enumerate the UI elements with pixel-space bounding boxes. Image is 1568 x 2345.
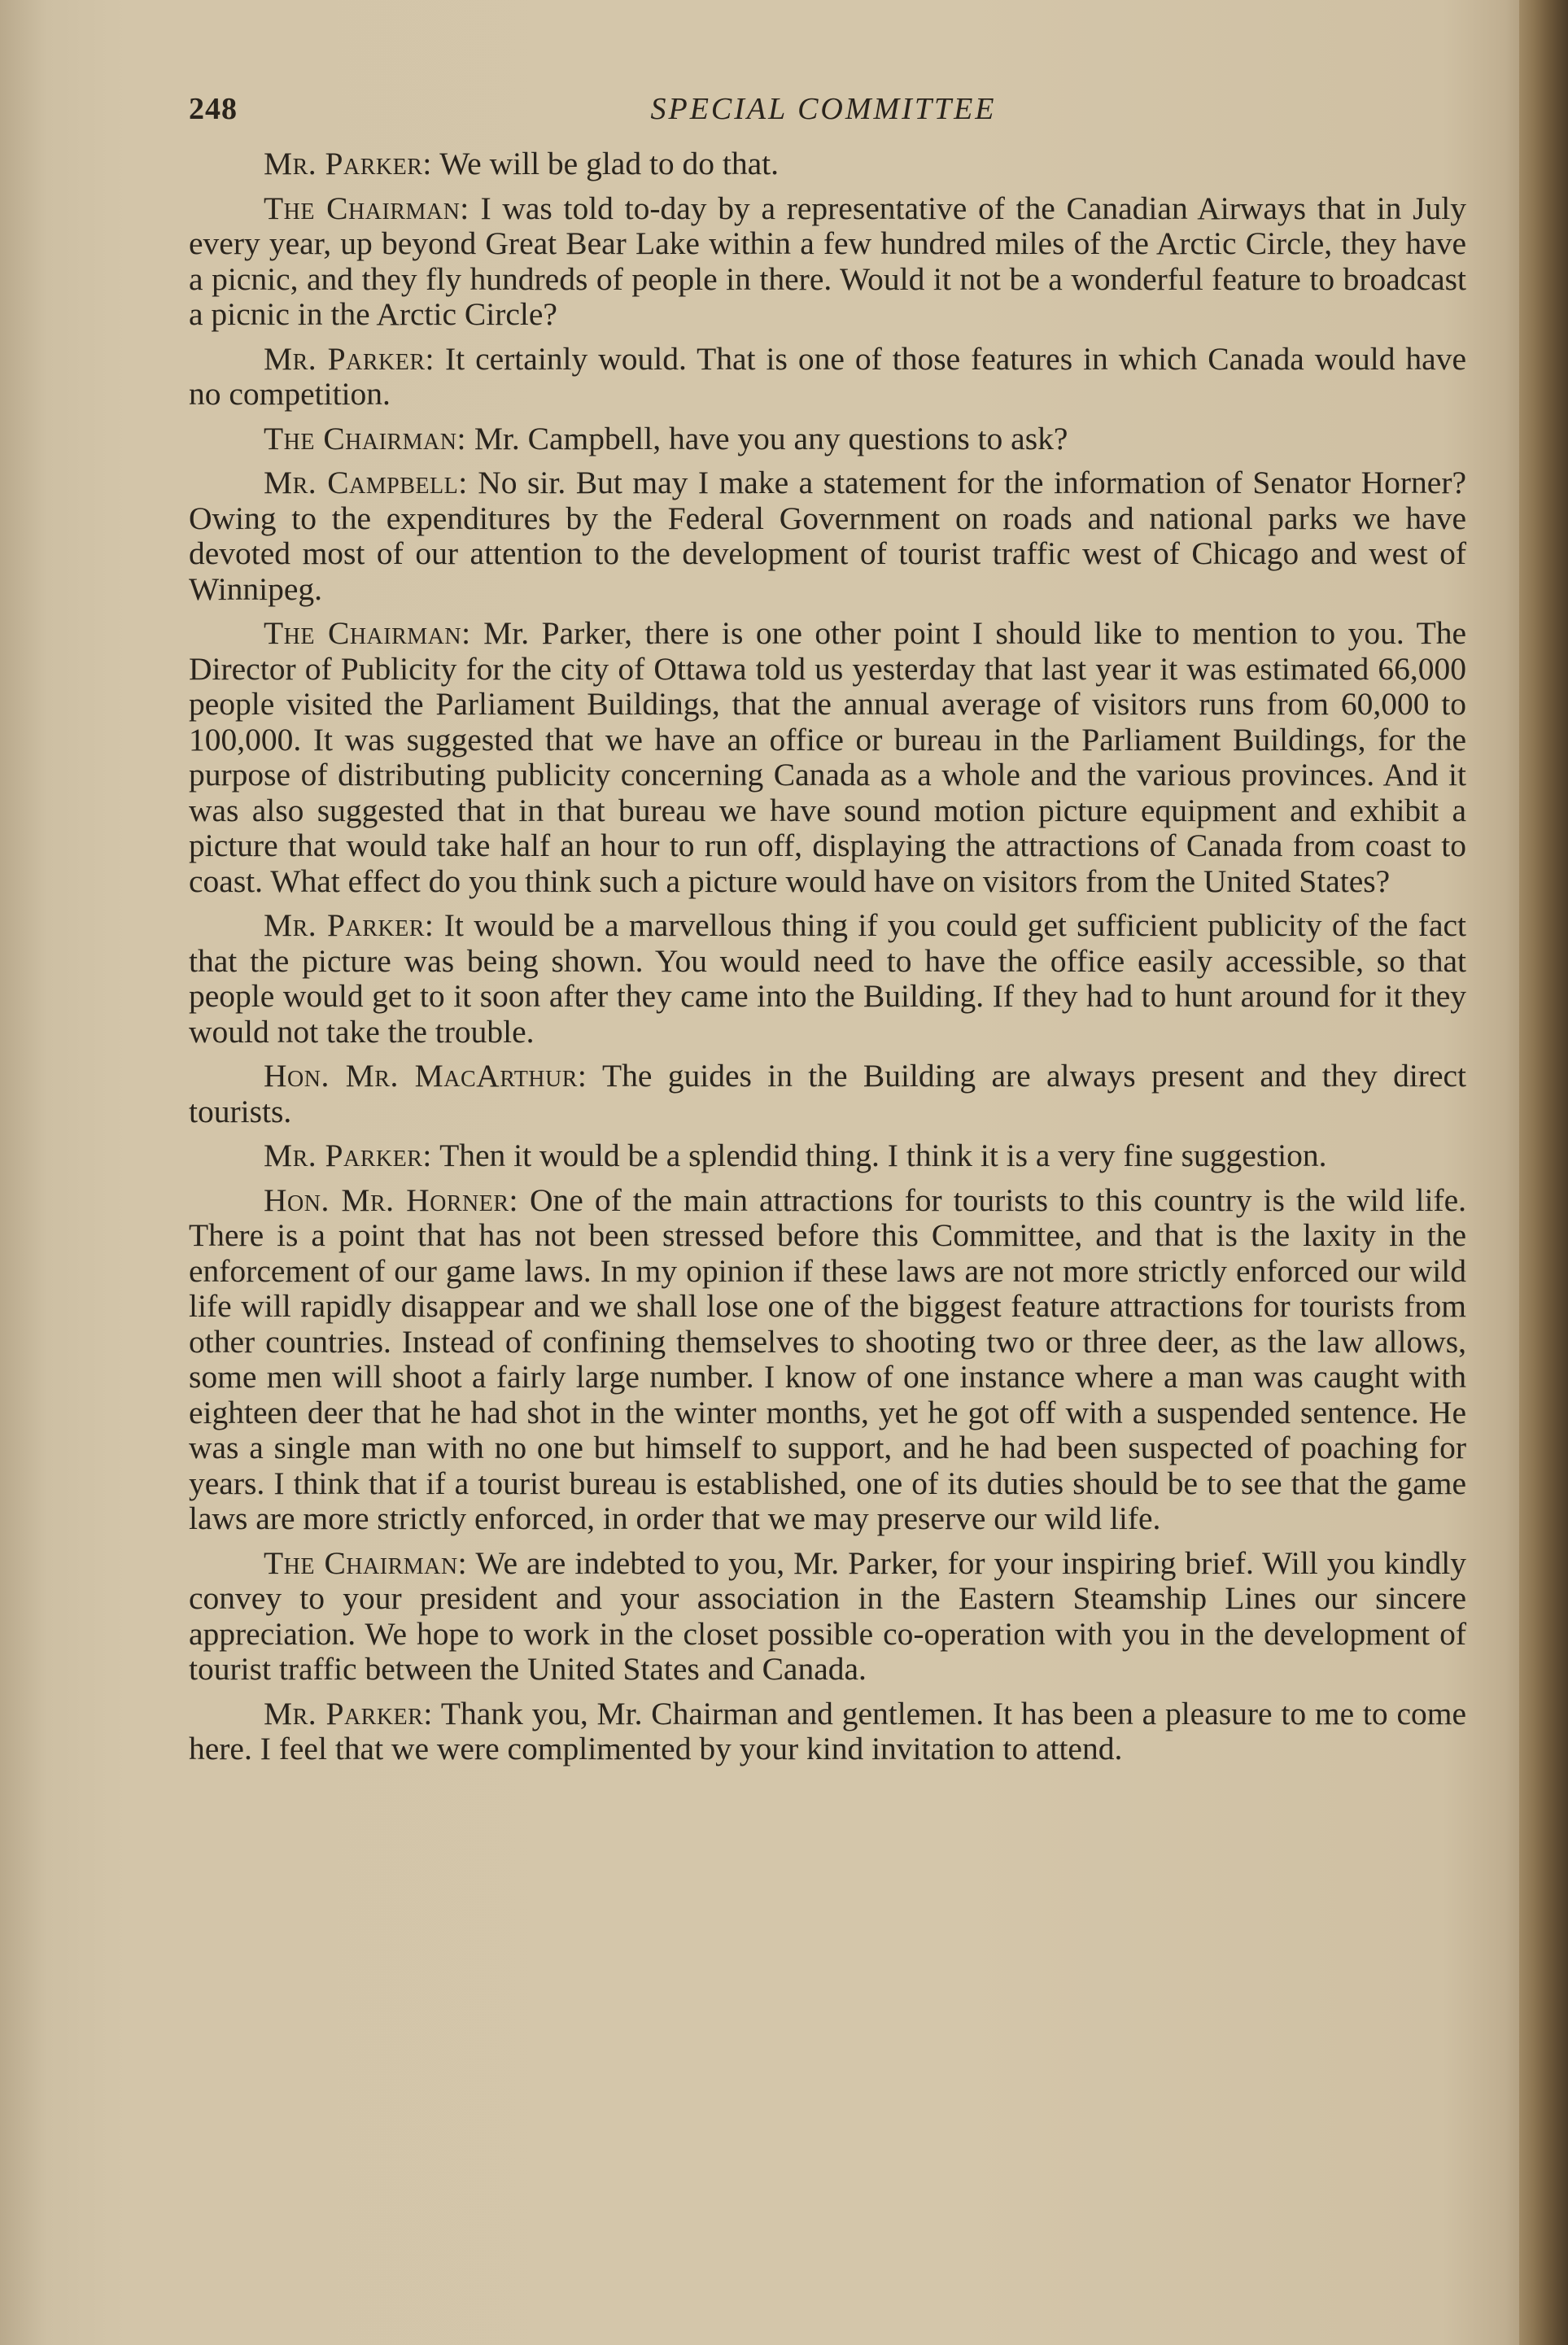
- paragraph: [189, 465, 1466, 607]
- speaker-label: The Chairman:: [264, 615, 471, 651]
- paragraph-text: The guides in the Building are always present and they direct tourists.: [189, 1058, 1466, 1129]
- paragraph: [189, 1546, 1466, 1688]
- transcript-body: [189, 146, 1466, 1776]
- speaker-label: The Chairman:: [264, 190, 470, 226]
- paragraph-text: We are indebted to you, Mr. Parker, for your inspiring brief. Will you kindly convey to your president and your association in the Eastern Steamship Lines our sincere appreciation. We hope to work in the closet possible co-operation with you in the development of tourist traffic between the United States and Canada.: [189, 1544, 1466, 1687]
- paragraph-text: Mr. Parker, there is one other point I should like to mention to you. The Director of Publicity for the city of Ottawa told us yesterday that last year it was estimated 66,000 people visited the Parliament Buildings, that the annual average of visitors runs from 60,000 to 100,000. It was suggested that we have an office or bureau in the Parliament Buildings, for the purpose of distributing publicity concerning Canada as a whole and the various provinces. And it was also suggested that in that bureau we have sound motion picture equipment and exhibit a picture that would take half an hour to run off, displaying the attractions of Canada from coast to coast. What effect do you think such a picture would have on visitors from the United States?: [189, 615, 1466, 899]
- paragraph: [189, 191, 1466, 333]
- paragraph-text: Mr. Campbell, have you any questions to ask?: [474, 420, 1068, 456]
- speaker-label: Mr. Parker:: [264, 907, 435, 943]
- paragraph: [189, 1697, 1466, 1767]
- speaker-label: The Chairman:: [264, 420, 466, 456]
- paragraph: [189, 1183, 1466, 1537]
- paragraph: [189, 908, 1466, 1050]
- book-gutter-shadow: [1519, 0, 1568, 2345]
- running-title: SPECIAL COMMITTEE: [650, 92, 997, 126]
- page-number: 248: [189, 92, 238, 126]
- paragraph-text: One of the main attractions for tourists to this country is the wild life. There is a point that has not been stressed before this Committee, and that is the laxity in the enforcement of our game laws. In my opinion if these laws are not more strictly enforced our wild life will rapidly disappear and we shall lose one of the biggest feature attractions for tourists from other countries. Instead of confining themselves to shooting two or three deer, as the law allows, some men will shoot a fairly large number. I know of one instance where a man was caught with eighteen deer that he had shot in the winter months, yet he got off with a suspended sentence. He was a single man with no one but himself to support, and he had been suspected of poaching for years. I think that if a tourist bureau is established, one of its duties should be to see that the game laws are more strictly enforced, in order that we may preserve our wild life.: [189, 1181, 1466, 1536]
- paragraph: [189, 421, 1466, 457]
- speaker-label: Mr. Parker:: [264, 340, 435, 377]
- paragraph: [189, 1138, 1466, 1174]
- speaker-label: Mr. Parker:: [264, 146, 432, 181]
- speaker-label: Hon. Mr. Horner:: [264, 1181, 518, 1218]
- running-head: [189, 91, 1458, 130]
- speaker-label: Mr. Campbell:: [264, 465, 468, 500]
- speaker-label: Mr. Parker:: [264, 1138, 432, 1173]
- paragraph-text: It would be a marvellous thing if you could get sufficient publicity of the fact that the picture was being shown. You would need to have the office easily accessible, so that people would get to it soon after they came into the Building. If they had to hunt around for it they would not take the trouble.: [189, 907, 1467, 1050]
- paragraph: [189, 146, 1466, 182]
- paragraph-text: Thank you, Mr. Chairman and gentlemen. It has been a pleasure to me to come here. I feel that we were complimented by your kind invitation to attend.: [189, 1695, 1466, 1766]
- speaker-label: The Chairman:: [264, 1544, 468, 1581]
- speaker-label: Hon. Mr. MacArthur:: [264, 1058, 587, 1094]
- paragraph-text: Then it would be a splendid thing. I think it is a very fine suggestion.: [439, 1138, 1327, 1173]
- paragraph: [189, 1059, 1466, 1129]
- speaker-label: Mr. Parker:: [264, 1695, 433, 1731]
- paragraph: [189, 616, 1466, 899]
- paragraph-text: I was told to-day by a representative of the Canadian Airways that in July every year, up beyond Great Bear Lake within a few hundred miles of the Arctic Circle, they have a picnic, and they fly hundreds of people in there. Would it not be a wonderful feature to broadcast a picnic in the Arctic Circle?: [189, 190, 1466, 332]
- paragraph: [189, 342, 1466, 413]
- paragraph-text: We will be glad to do that.: [439, 146, 780, 181]
- paragraph-text: No sir. But may I make a statement for the information of Senator Horner? Owing to the expenditures by the Federal Government on roads and national parks we have devoted most of our attention to the development of tourist traffic west of Chicago and west of Winnipeg.: [189, 465, 1466, 607]
- paragraph-text: It certainly would. That is one of those features in which Canada would have no competition.: [189, 340, 1466, 412]
